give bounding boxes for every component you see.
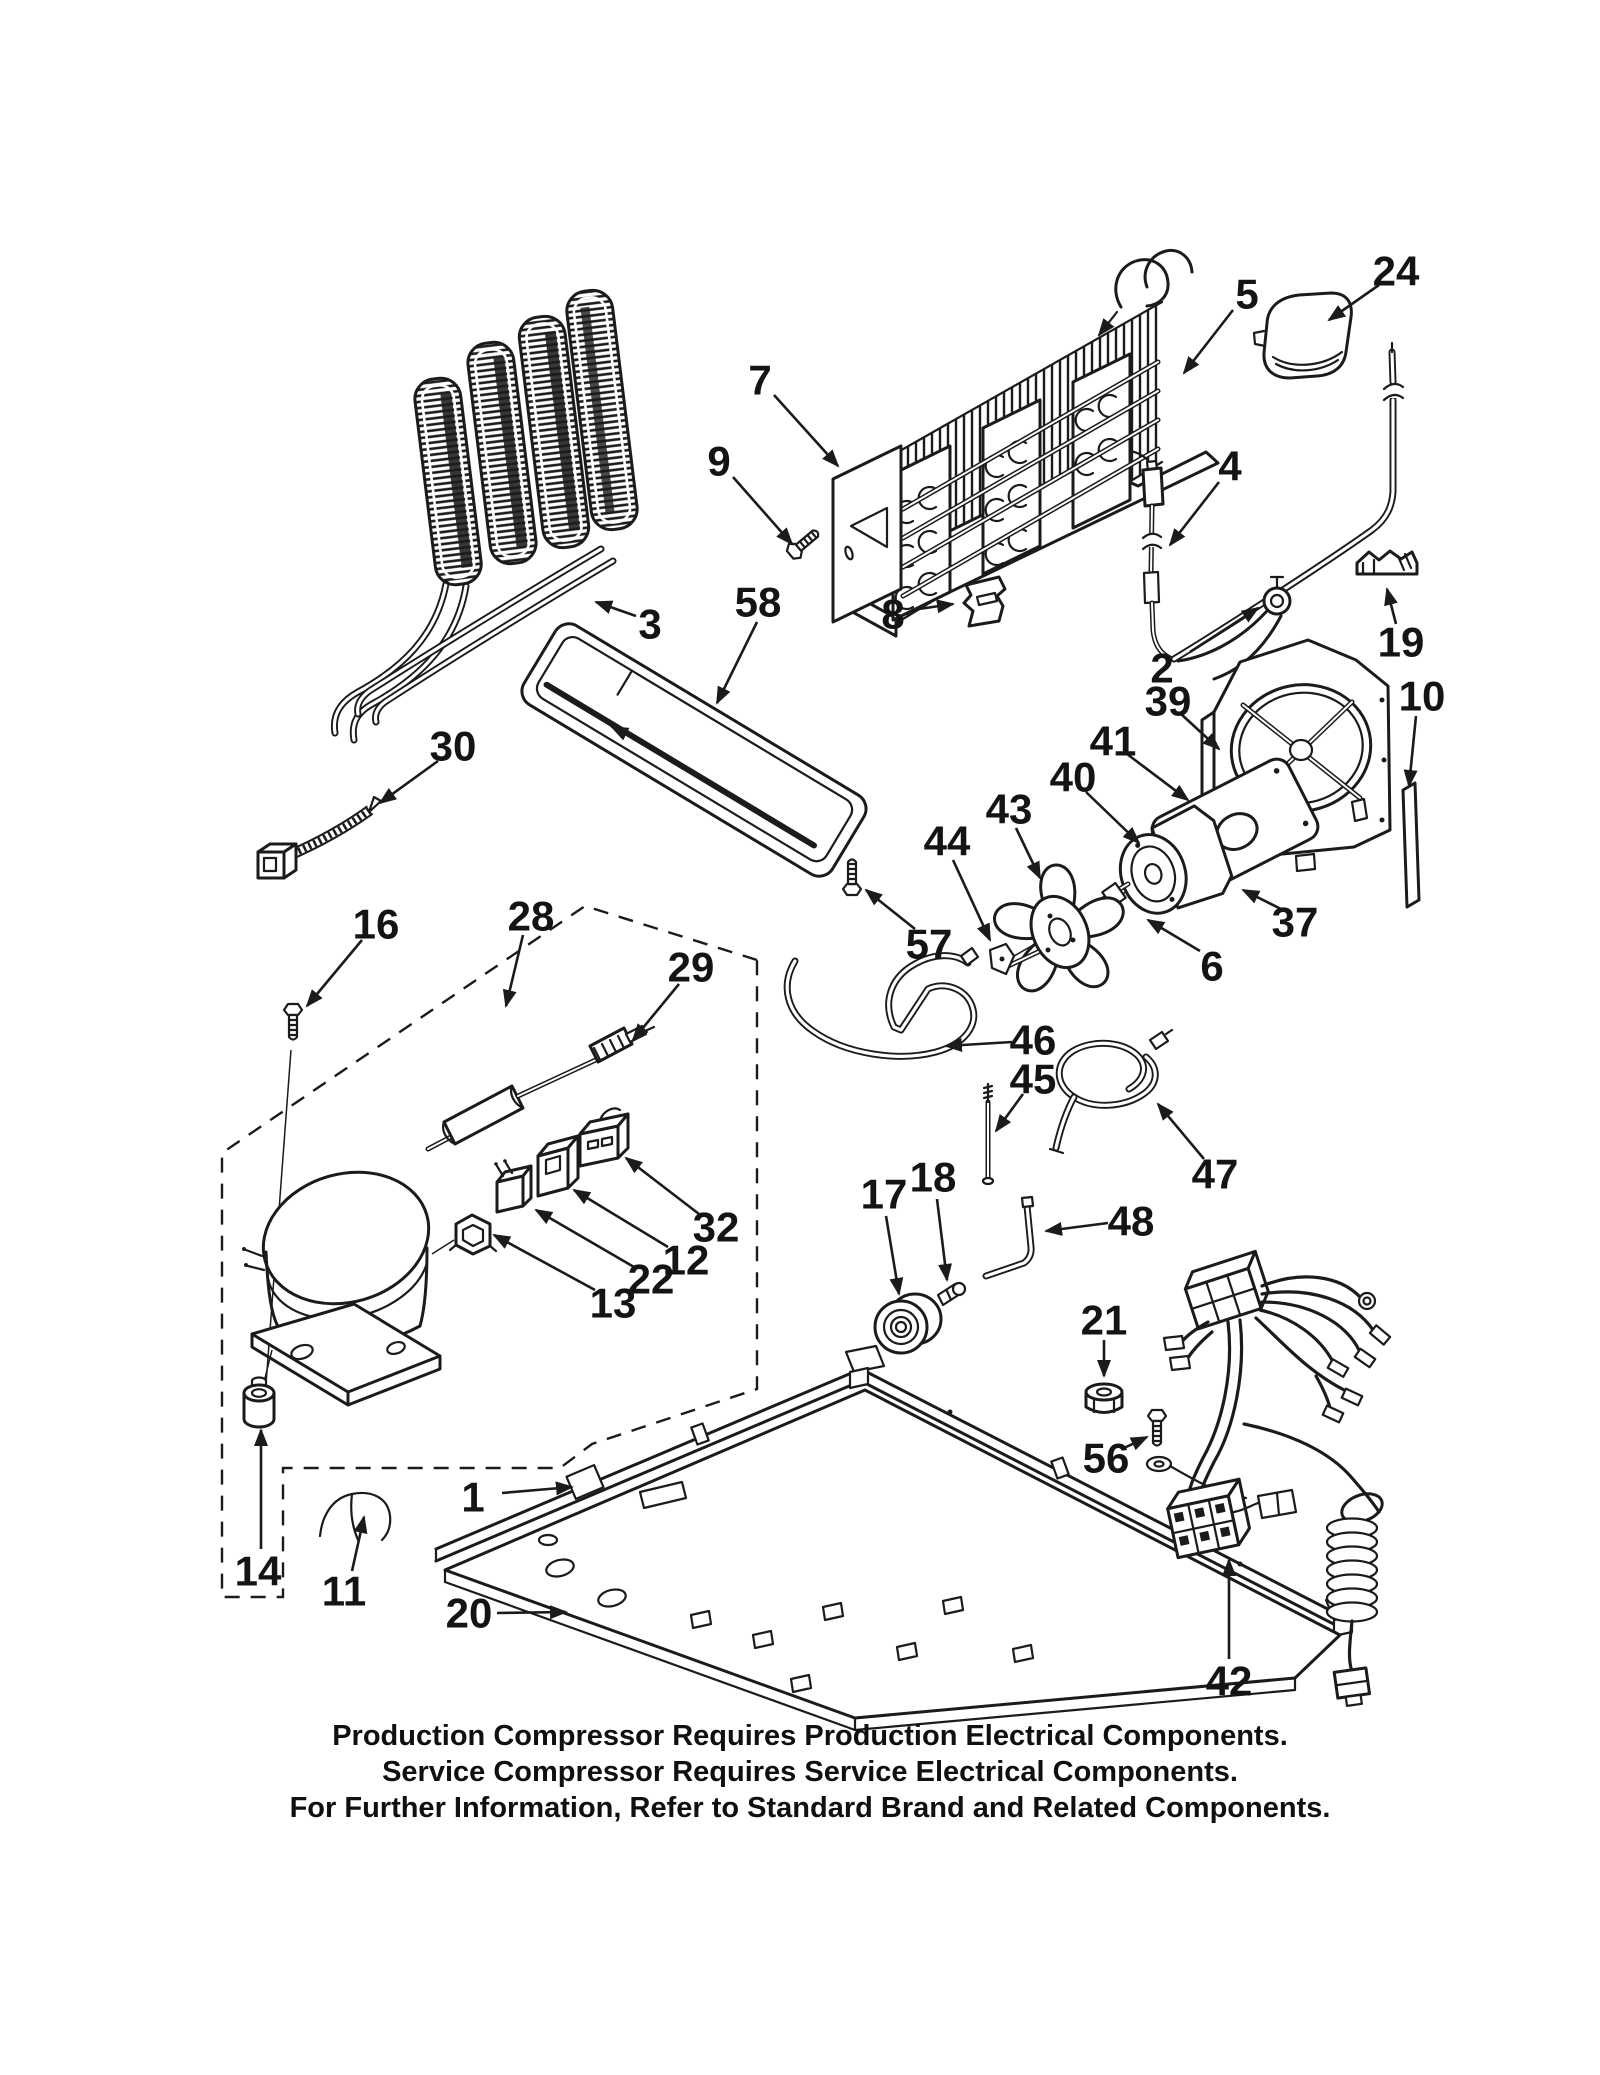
part-label-44: 44 bbox=[923, 817, 971, 865]
part-label-9: 9 bbox=[707, 437, 731, 485]
lower-connector bbox=[1165, 1479, 1253, 1557]
part-label-20: 20 bbox=[445, 1589, 493, 1637]
part-label-8: 8 bbox=[881, 590, 905, 638]
part-label-16: 16 bbox=[352, 900, 400, 948]
part-label-57: 57 bbox=[905, 920, 953, 968]
part-label-10: 10 bbox=[1398, 672, 1446, 720]
part-label-18: 18 bbox=[909, 1153, 957, 1201]
part-label-21: 21 bbox=[1080, 1296, 1128, 1344]
part-label-56: 56 bbox=[1082, 1434, 1130, 1482]
part-label-48: 48 bbox=[1107, 1197, 1155, 1245]
part-label-40: 40 bbox=[1049, 753, 1097, 801]
part-label-47: 47 bbox=[1191, 1150, 1239, 1198]
caption-line-1: Production Compressor Requires Production Electrical Components. bbox=[332, 1720, 1288, 1752]
part-label-1: 1 bbox=[461, 1473, 485, 1521]
tube-clamp bbox=[1357, 551, 1417, 574]
part-label-28: 28 bbox=[507, 892, 555, 940]
part-label-3: 3 bbox=[638, 600, 662, 648]
evaporator-clip bbox=[964, 577, 1005, 626]
part-label-19: 19 bbox=[1377, 618, 1425, 666]
part-label-6: 6 bbox=[1200, 942, 1224, 990]
part-label-42: 42 bbox=[1205, 1657, 1253, 1705]
part-label-29: 29 bbox=[667, 943, 715, 991]
trim-strip bbox=[1403, 783, 1419, 907]
part-label-37: 37 bbox=[1271, 898, 1319, 946]
leader-arrow-20 bbox=[497, 1612, 566, 1613]
part-label-12: 12 bbox=[662, 1236, 710, 1284]
part-label-58: 58 bbox=[734, 578, 782, 626]
part-label-7: 7 bbox=[748, 356, 772, 404]
part-label-4: 4 bbox=[1218, 442, 1242, 490]
part-label-11: 11 bbox=[321, 1567, 367, 1615]
part-label-43: 43 bbox=[985, 785, 1033, 833]
caption-line-2: Service Compressor Requires Service Electrical Components. bbox=[382, 1756, 1238, 1788]
part-label-2: 2 bbox=[1150, 644, 1174, 692]
part-label-17: 17 bbox=[860, 1170, 908, 1218]
part-label-24: 24 bbox=[1372, 247, 1420, 295]
caption-line-3: For Further Information, Refer to Standard Brand and Related Components. bbox=[289, 1792, 1331, 1824]
part-label-13: 13 bbox=[589, 1279, 637, 1327]
hex-nut bbox=[1086, 1384, 1122, 1413]
part-label-41: 41 bbox=[1089, 717, 1137, 765]
part-label-22: 22 bbox=[627, 1255, 675, 1303]
part-label-46: 46 bbox=[1009, 1016, 1057, 1064]
part-label-32: 32 bbox=[692, 1203, 740, 1251]
caption bbox=[290, 1720, 1331, 1824]
coiled-cord bbox=[1327, 1519, 1377, 1622]
part-label-30: 30 bbox=[429, 722, 477, 770]
part-label-39: 39 bbox=[1144, 677, 1192, 725]
part-label-45: 45 bbox=[1009, 1055, 1057, 1103]
part-label-14: 14 bbox=[234, 1547, 282, 1595]
part-label-5: 5 bbox=[1235, 270, 1259, 318]
